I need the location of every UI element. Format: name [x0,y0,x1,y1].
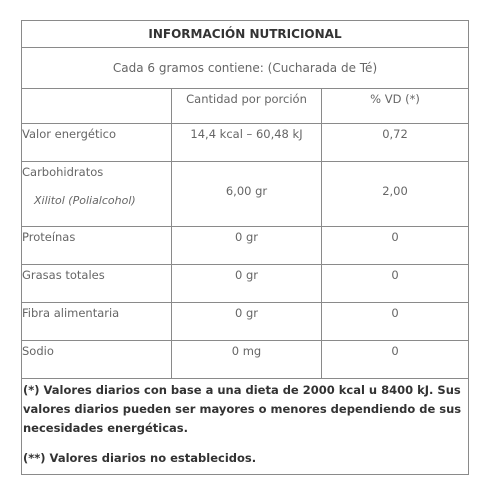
table-row [22,124,469,162]
row-amount: 0 gr [172,303,322,341]
row-amount: 0 gr [172,227,322,265]
footnote-daily-values: (*) Valores diarios con base a una dieta de 2000 kcal u 8400 kJ. Sus valores diarios pueden ser mayores o menores dependiendo de sus necesidades energéticas. [23,383,462,435]
row-vd: 0 [322,303,469,341]
serving-size: Cada 6 gramos contiene: (Cucharada de Té) [22,48,469,89]
row-label-cell [22,162,172,227]
row-amount: 14,4 kcal – 60,48 kJ [172,124,322,162]
row-label: Fibra alimentaria [22,303,172,341]
footnotes [22,379,469,475]
row-vd: 0,72 [322,124,469,162]
row-amount: 0 gr [172,265,322,303]
row-vd: 0 [322,341,469,379]
footnote-not-established: (**) Valores diarios no establecidos. [23,451,257,465]
table-row [22,227,469,265]
row-vd: 0 [322,227,469,265]
table-row [22,265,469,303]
table-row [22,303,469,341]
table-title: INFORMACIÓN NUTRICIONAL [22,21,469,48]
row-vd: 2,00 [322,162,469,227]
nutrition-table [21,20,469,475]
header-amount: Cantidad por porción [172,89,322,124]
row-amount: 6,00 gr [172,162,322,227]
table-row [22,162,469,227]
header-vd: % VD (*) [322,89,469,124]
row-label: Sodio [22,341,172,379]
row-sublabel: Xilitol (Polialcohol) [34,194,136,207]
row-label: Valor energético [22,124,172,162]
row-label: Proteínas [22,227,172,265]
row-vd: 0 [322,265,469,303]
header-empty [22,89,172,124]
row-amount: 0 mg [172,341,322,379]
table-row [22,341,469,379]
row-label: Carbohidratos [22,165,104,179]
row-label: Grasas totales [22,265,172,303]
